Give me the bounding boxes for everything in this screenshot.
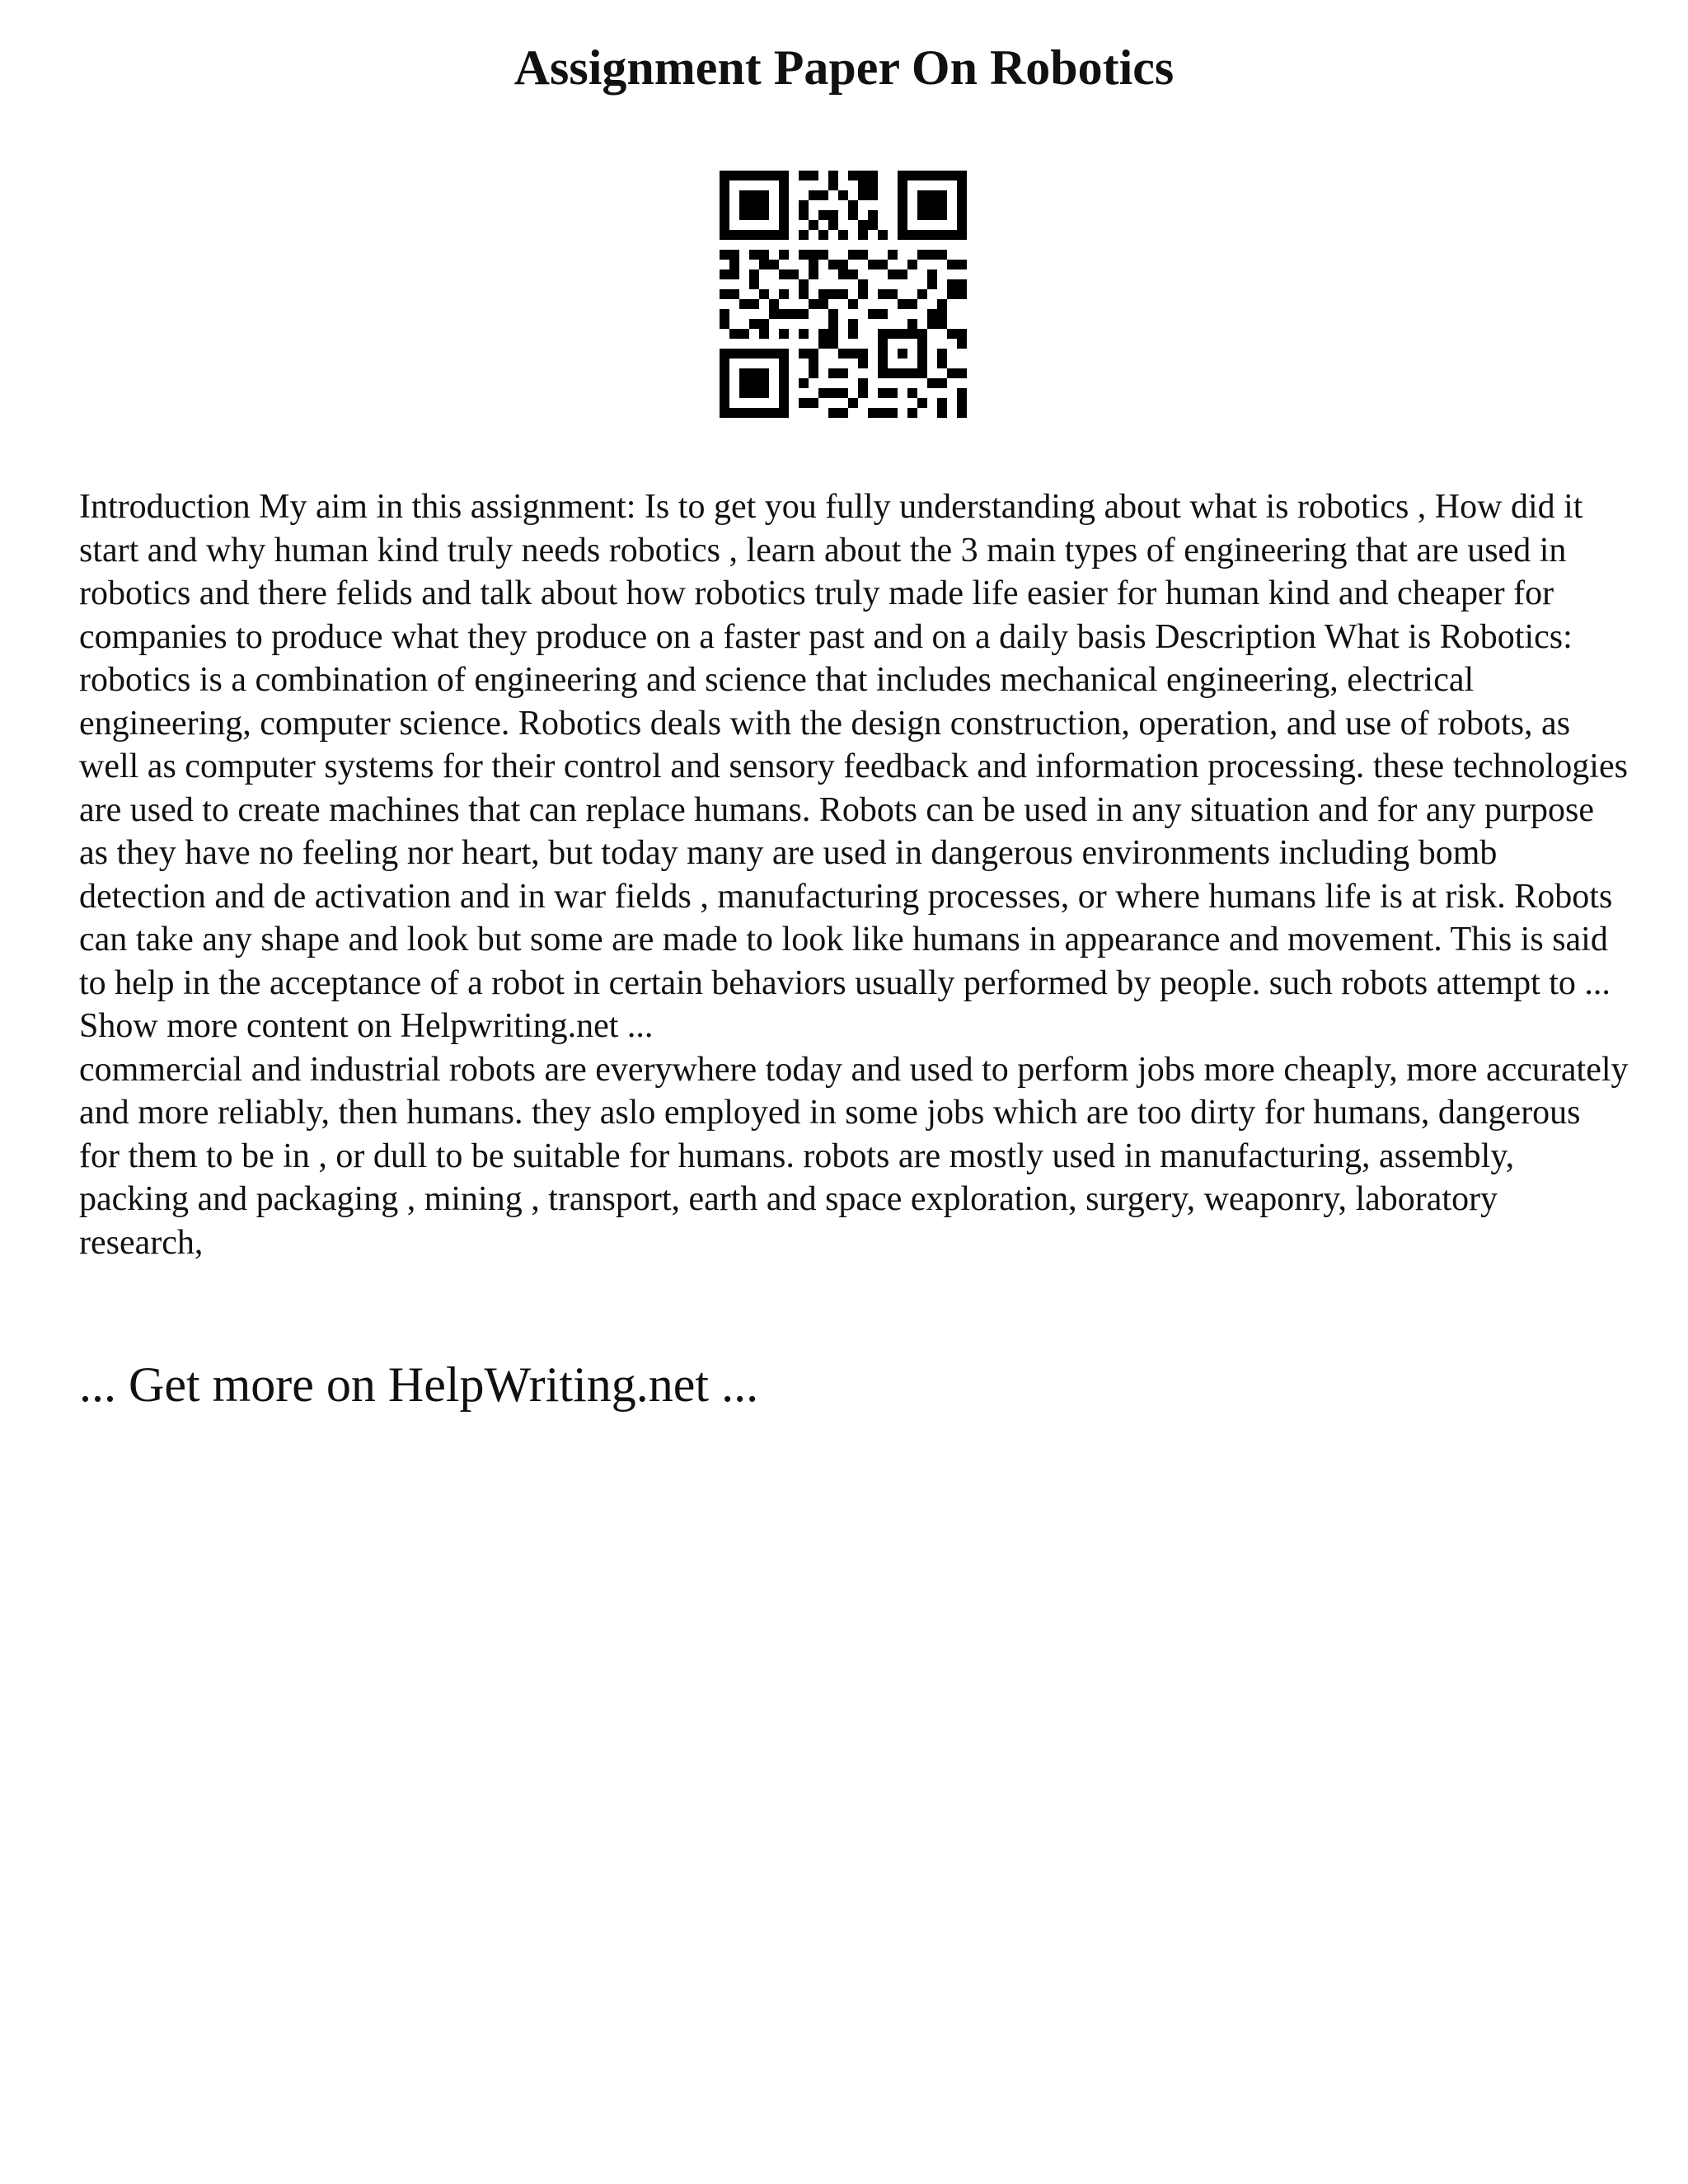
body-paragraph-applications: commercial and industrial robots are everywhere today and used to perform jobs more cheaply, more accurately and more reliably, then humans. they aslo employed in some jobs which are too dirty for humans, dangerous for them to be in , or dull to be suitable for humans. robots are mostly used in manufacturing, assembly, packing and packaging , mining , transport, earth and space exploration, surgery, weaponry, laboratory research,: [79, 1050, 1629, 1262]
get-more-link[interactable]: ... Get more on HelpWriting.net ...: [79, 1357, 759, 1412]
qr-code-icon: [720, 171, 967, 418]
body-paragraph-intro: Introduction My aim in this assignment: Is to get you fully understanding about what is robotics , How did it start and why human kind truly needs robotics , learn about the 3 main types of engineering that are used in robotics and there felids and talk about how robotics truly made life easier for human kind and cheaper for companies to produce what they produce on a faster past and on a daily basis Description What is Robotics: robotics is a combination of engineering and science that includes mechanical engineering, electrical engineering, computer science. Robotics deals with the design construction, operation, and use of robots, as well as computer systems for their control and sensory feedback and information processing. these technologies are used to create machines that can replace humans. Robots can be used in any situation and for any purpose as they have no feeling nor heart, but today many are used in dangerous environments including bomb detection and de activation and in war fields , manufacturing processes, or where humans life is at risk. Robots can take any shape and look but some are made to look like humans in appearance and movement. This is said to help in the acceptance of a robot in certain behaviors usually performed by people. such robots attempt to ...: [79, 488, 1628, 1002]
show-more-text: Show more content on Helpwriting.net ...: [79, 1007, 654, 1045]
document-body: [79, 485, 1629, 1264]
page-title: Assignment Paper On Robotics: [513, 40, 1175, 95]
